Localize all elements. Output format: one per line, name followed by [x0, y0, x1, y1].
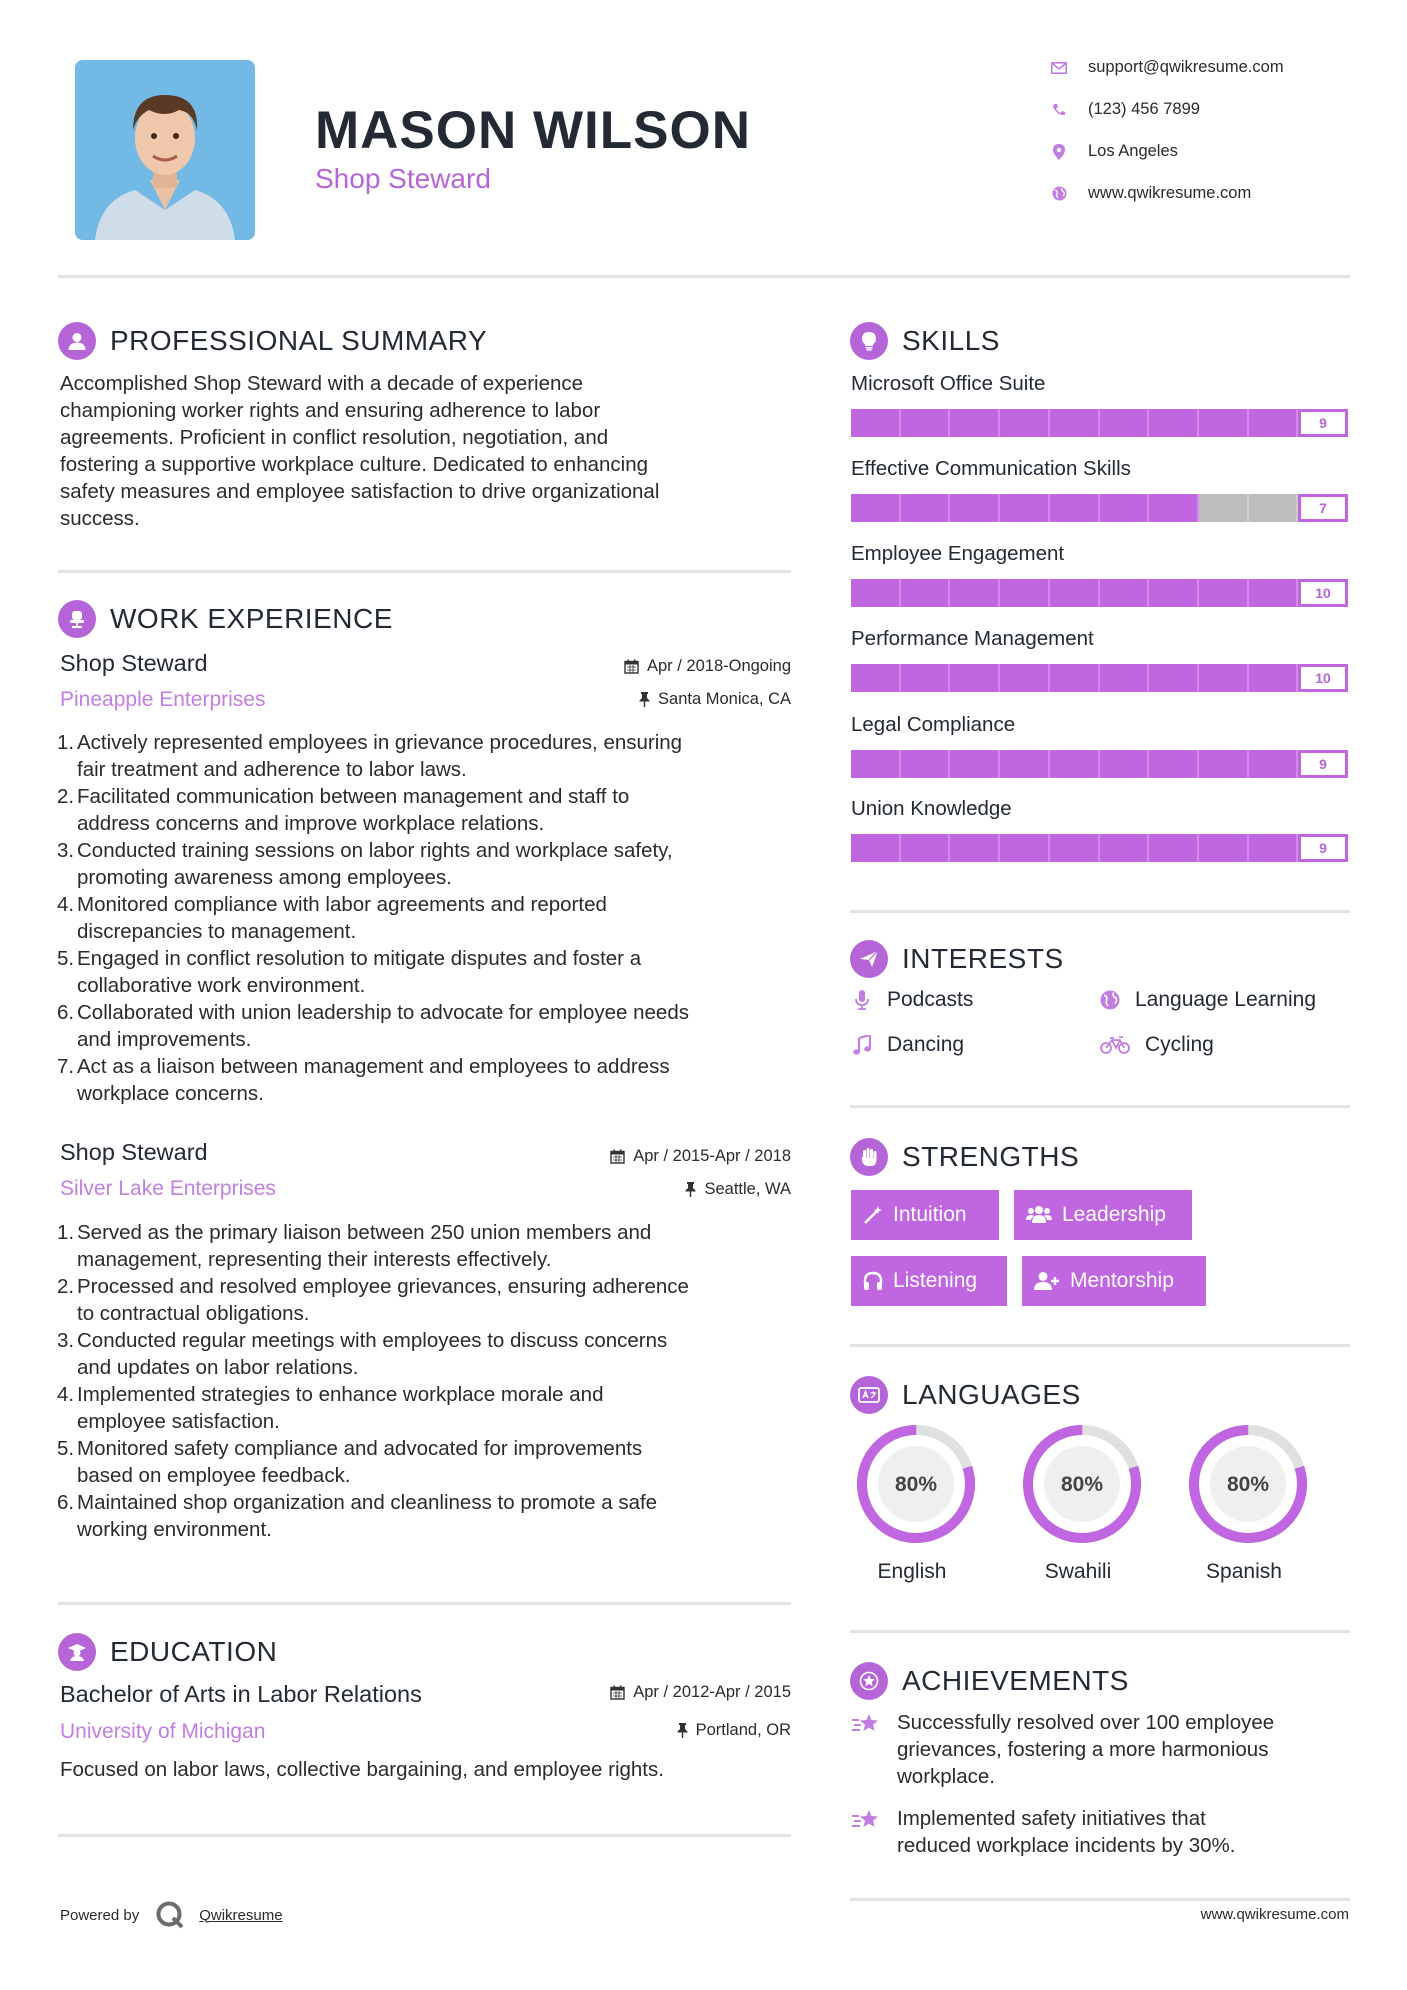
skill-bar-segment	[851, 664, 901, 692]
user-icon	[58, 322, 96, 360]
summary-line: success.	[60, 507, 140, 530]
skill-bar-segment	[1100, 750, 1150, 778]
strengths-divider	[850, 1344, 1350, 1347]
skill-bar-segment	[1249, 834, 1299, 862]
skill-bar-segment	[901, 750, 951, 778]
envelope-icon	[1050, 59, 1068, 77]
strength-label: Listening	[893, 1269, 978, 1292]
language-ring	[851, 1423, 981, 1550]
skill-level-label: 9	[1298, 750, 1348, 778]
skill-bar-segment	[1000, 494, 1050, 522]
shooting-star-icon	[851, 1709, 885, 1790]
job-1-dates-text: Apr / 2018-Ongoing	[646, 657, 791, 675]
list-item: 4. Implemented strategies to enhance workplace morale and employee satisfaction.	[57, 1383, 604, 1433]
job-1-location	[639, 690, 791, 709]
job-2-bullets	[59, 1219, 804, 1543]
skills-divider	[850, 910, 1350, 913]
languages-heading	[850, 1376, 1081, 1414]
award-star-icon	[850, 1662, 888, 1700]
skill-bar-segment	[1100, 494, 1150, 522]
skill-bar-segment	[950, 494, 1000, 522]
user-plus-icon	[1034, 1271, 1060, 1291]
lightbulb-icon	[850, 322, 888, 360]
language-percent: 80%	[1060, 1473, 1104, 1496]
skill-name: Employee Engagement	[851, 542, 1065, 565]
skill-bar-segment	[851, 409, 901, 437]
interest-label: Dancing	[887, 1033, 965, 1056]
summary-divider	[58, 570, 791, 573]
skill-bar-segment	[1199, 664, 1249, 692]
skill-bar-segment	[1050, 664, 1100, 692]
language-percent: 80%	[894, 1473, 938, 1496]
languages-heading-text: LANGUAGES	[902, 1379, 1081, 1410]
achievements-divider	[850, 1898, 1350, 1901]
list-item: 1. Served as the primary liaison between 250 union members and management, representing their interests effectively.	[57, 1221, 652, 1271]
strength-label: Leadership	[1062, 1203, 1166, 1226]
pushpin-icon	[685, 1182, 696, 1197]
experience-heading	[58, 600, 393, 638]
education-divider	[58, 1834, 791, 1837]
skill-bar-segment	[901, 664, 951, 692]
summary-line: Accomplished Shop Steward with a decade of experience	[60, 372, 584, 395]
skill-bar-segment	[1249, 494, 1299, 522]
education-dates-text: Apr / 2012-Apr / 2015	[633, 1683, 791, 1701]
contact-website-text: www.qwikresume.com	[1088, 184, 1252, 202]
skill-bar-segment	[950, 834, 1000, 862]
candidate-name: MASON WILSON	[315, 101, 751, 160]
skill-bar-segment	[851, 834, 901, 862]
fist-icon	[850, 1138, 888, 1176]
skill-bar-segment	[1149, 494, 1199, 522]
skill-name: Performance Management	[851, 627, 1094, 650]
paper-plane-icon	[850, 940, 888, 978]
contact-location	[1050, 142, 1370, 161]
achievements-heading-text: ACHIEVEMENTS	[902, 1665, 1129, 1696]
skill-bar-segment	[1249, 750, 1299, 778]
skill-bar-segment	[1000, 750, 1050, 778]
users-icon	[1026, 1205, 1052, 1225]
job-2-dates-text: Apr / 2015-Apr / 2018	[633, 1147, 791, 1165]
job-2-company: Silver Lake Enterprises	[60, 1177, 276, 1200]
skill-name: Union Knowledge	[851, 797, 1012, 820]
achievement-line: grievances, fostering a more harmonious	[897, 1738, 1269, 1761]
skill-bar-segment	[901, 494, 951, 522]
list-item: 5. Monitored safety compliance and advocated for improvements based on employee feedback.	[57, 1437, 643, 1487]
map-pin-icon	[1050, 143, 1068, 161]
footer-website-link[interactable]: www.qwikresume.com	[1200, 1906, 1349, 1923]
summary-line: agreements. Proficient in conflict resolution, negotiation, and	[60, 426, 609, 449]
skill-bar-segment	[901, 579, 951, 607]
skill-bar	[851, 409, 1348, 437]
skill-bar-segment	[1149, 664, 1199, 692]
achievements-heading	[850, 1662, 1129, 1700]
achievement-line: reduced workplace incidents by 30%.	[897, 1834, 1236, 1857]
globe-icon	[1050, 185, 1068, 203]
skill-bar-segment	[1050, 409, 1100, 437]
skill-bar-segment	[1149, 834, 1199, 862]
skill-bar-segment	[1249, 664, 1299, 692]
achievement-line: Implemented safety initiatives that	[897, 1807, 1206, 1830]
contact-phone	[1050, 100, 1370, 119]
list-item: 4. Monitored compliance with labor agreements and reported discrepancies to management.	[57, 893, 607, 943]
bicycle-icon	[1099, 1034, 1131, 1056]
strength-listening	[851, 1256, 1007, 1306]
interests-divider	[850, 1105, 1350, 1108]
contact-phone-text: (123) 456 7899	[1088, 100, 1200, 118]
strengths-heading	[850, 1138, 1079, 1176]
achievement-item	[851, 1805, 1351, 1859]
experience-divider	[58, 1602, 791, 1605]
list-item: 6. Maintained shop organization and cleanliness to promote a safe working environment.	[57, 1491, 658, 1541]
job-1-company: Pineapple Enterprises	[60, 688, 266, 711]
language-name: Spanish	[1206, 1560, 1282, 1583]
education-description: Focused on labor laws, collective bargaining, and employee rights.	[60, 1758, 664, 1781]
education-location-text: Portland, OR	[695, 1721, 791, 1739]
skill-bar-segment	[1050, 579, 1100, 607]
skill-bar	[851, 834, 1348, 862]
languages-divider	[850, 1630, 1350, 1633]
list-item: 3. Conducted regular meetings with employees to discuss concerns and updates on labor relations.	[57, 1329, 668, 1379]
skill-bar-segment	[1149, 409, 1199, 437]
summary-line: fostering a supportive workplace culture. Dedicated to enhancing	[60, 453, 649, 476]
briefcase-chair-icon	[58, 600, 96, 638]
interest-podcasts	[851, 988, 973, 1012]
globe-icon	[1099, 989, 1121, 1011]
list-item: 3. Conducted training sessions on labor rights and workplace safety, promoting awareness among employees.	[57, 839, 673, 889]
skill-bar-segment	[1149, 579, 1199, 607]
skill-bar-segment	[1000, 579, 1050, 607]
strength-intuition	[851, 1190, 999, 1240]
contact-website[interactable]	[1050, 184, 1370, 203]
job-1-title: Shop Steward	[60, 650, 208, 676]
language-card-icon	[850, 1376, 888, 1414]
job-2-dates	[610, 1147, 791, 1166]
powered-by-text: Powered by	[60, 1906, 140, 1924]
interest-label: Cycling	[1145, 1033, 1214, 1056]
header-divider	[58, 275, 1350, 278]
skills-heading-text: SKILLS	[902, 325, 1000, 356]
education-dates	[610, 1683, 791, 1702]
skill-bar-segment	[1000, 664, 1050, 692]
job-1-dates	[624, 657, 791, 676]
list-item: 1. Actively represented employees in grievance procedures, ensuring fair treatment and adherence to labor laws.	[57, 731, 683, 781]
pushpin-icon	[639, 692, 650, 707]
skill-bar-segment	[851, 579, 901, 607]
skill-bar-segment	[1249, 579, 1299, 607]
summary-line: championing worker rights and ensuring adherence to labor	[60, 399, 601, 422]
skill-bar-segment	[1050, 750, 1100, 778]
language-percent: 80%	[1226, 1473, 1270, 1496]
skill-bar-segment	[901, 409, 951, 437]
skill-bar-segment	[1249, 409, 1299, 437]
skill-level-label: 10	[1298, 579, 1348, 607]
job-1-location-text: Santa Monica, CA	[658, 690, 791, 708]
job-1-bullets	[59, 729, 804, 1107]
education-school: University of Michigan	[60, 1720, 266, 1743]
calendar-icon	[610, 1685, 625, 1700]
qwikresume-logo-icon	[155, 1900, 185, 1930]
qwikresume-link[interactable]: Qwikresume	[199, 1906, 283, 1924]
language-ring	[1183, 1423, 1313, 1550]
job-2-location	[685, 1180, 791, 1199]
skill-bar	[851, 664, 1348, 692]
education-degree: Bachelor of Arts in Labor Relations	[60, 1681, 422, 1707]
skill-bar	[851, 750, 1348, 778]
skill-bar-segment	[950, 409, 1000, 437]
footer-powered-by	[60, 1900, 283, 1930]
skill-bar-segment	[1199, 750, 1249, 778]
interest-label: Podcasts	[887, 988, 974, 1011]
calendar-icon	[624, 659, 639, 674]
achievement-line: workplace.	[897, 1765, 995, 1788]
skill-bar	[851, 494, 1348, 522]
calendar-icon	[610, 1149, 625, 1164]
skill-name: Microsoft Office Suite	[851, 372, 1046, 395]
skill-name: Legal Compliance	[851, 713, 1016, 736]
skill-level-label: 10	[1298, 664, 1348, 692]
job-2-location-text: Seattle, WA	[704, 1180, 791, 1198]
magic-wand-icon	[863, 1205, 883, 1225]
contact-email[interactable]	[1050, 58, 1370, 77]
skill-name: Effective Communication Skills	[851, 457, 1131, 480]
skill-bar-segment	[1000, 834, 1050, 862]
skill-bar-segment	[950, 579, 1000, 607]
interests-heading	[850, 940, 1064, 978]
strength-leadership	[1014, 1190, 1192, 1240]
graduate-icon	[58, 1633, 96, 1671]
contact-email-text: support@qwikresume.com	[1088, 58, 1284, 76]
achievement-line: Successfully resolved over 100 employee	[897, 1711, 1275, 1734]
education-heading-text: EDUCATION	[110, 1636, 278, 1667]
skill-bar-segment	[851, 750, 901, 778]
summary-heading	[58, 322, 487, 360]
language-name: Swahili	[1044, 1560, 1112, 1583]
shooting-star-icon	[851, 1805, 885, 1859]
strengths-heading-text: STRENGTHS	[902, 1141, 1080, 1172]
skill-bar-segment	[1100, 664, 1150, 692]
interest-language-learning	[1099, 988, 1316, 1012]
skill-bar-segment	[1199, 409, 1249, 437]
summary-line: safety measures and employee satisfaction to drive organizational	[60, 480, 660, 503]
contact-location-text: Los Angeles	[1088, 142, 1178, 160]
skill-level-label: 9	[1298, 834, 1348, 862]
skill-bar-segment	[950, 750, 1000, 778]
skill-bar-segment	[1199, 579, 1249, 607]
microphone-icon	[851, 989, 873, 1011]
headphones-icon	[863, 1271, 883, 1291]
skill-bar-segment	[1100, 579, 1150, 607]
interest-label: Language Learning	[1135, 988, 1317, 1011]
skill-bar-segment	[1100, 834, 1150, 862]
skill-level-label: 7	[1298, 494, 1348, 522]
phone-icon	[1050, 101, 1068, 119]
strength-label: Mentorship	[1070, 1269, 1174, 1292]
achievement-item	[851, 1709, 1351, 1790]
list-item: 2. Facilitated communication between management and staff to address concerns and improve workplace relations.	[57, 785, 630, 835]
skill-bar-segment	[1100, 409, 1150, 437]
list-item: 5. Engaged in conflict resolution to mitigate disputes and foster a collaborative work environment.	[57, 947, 642, 997]
education-heading	[58, 1633, 277, 1671]
skill-bar	[851, 579, 1348, 607]
language-name: English	[877, 1560, 947, 1583]
skill-bar-segment	[1000, 409, 1050, 437]
skills-heading	[850, 322, 1000, 360]
list-item: 7. Act as a liaison between management and employees to address workplace concerns.	[57, 1055, 670, 1105]
language-ring	[1017, 1423, 1147, 1550]
skill-bar-segment	[1199, 494, 1249, 522]
summary-text	[60, 370, 800, 532]
skill-bar-segment	[1199, 834, 1249, 862]
skill-bar-segment	[851, 494, 901, 522]
education-location	[677, 1721, 791, 1740]
candidate-title: Shop Steward	[315, 163, 491, 194]
skill-bar-segment	[1050, 494, 1100, 522]
interests-heading-text: INTERESTS	[902, 943, 1064, 974]
skill-bar-segment	[901, 834, 951, 862]
profile-photo	[75, 60, 255, 240]
skill-bar-segment	[1050, 834, 1100, 862]
pushpin-icon	[677, 1723, 688, 1738]
strength-mentorship	[1022, 1256, 1206, 1306]
experience-heading-text: WORK EXPERIENCE	[110, 603, 393, 634]
interest-cycling	[1099, 1033, 1214, 1057]
strength-label: Intuition	[893, 1203, 967, 1226]
summary-heading-text: PROFESSIONAL SUMMARY	[110, 325, 488, 356]
interest-dancing	[851, 1033, 964, 1057]
skill-bar-segment	[950, 664, 1000, 692]
skill-level-label: 9	[1298, 409, 1348, 437]
list-item: 2. Processed and resolved employee grievances, ensuring adherence to contractual obligations.	[57, 1275, 689, 1325]
skill-bar-segment	[1149, 750, 1199, 778]
music-note-icon	[851, 1034, 873, 1056]
job-2-title: Shop Steward	[60, 1139, 208, 1165]
list-item: 6. Collaborated with union leadership to advocate for employee needs and improvements.	[57, 1001, 689, 1051]
